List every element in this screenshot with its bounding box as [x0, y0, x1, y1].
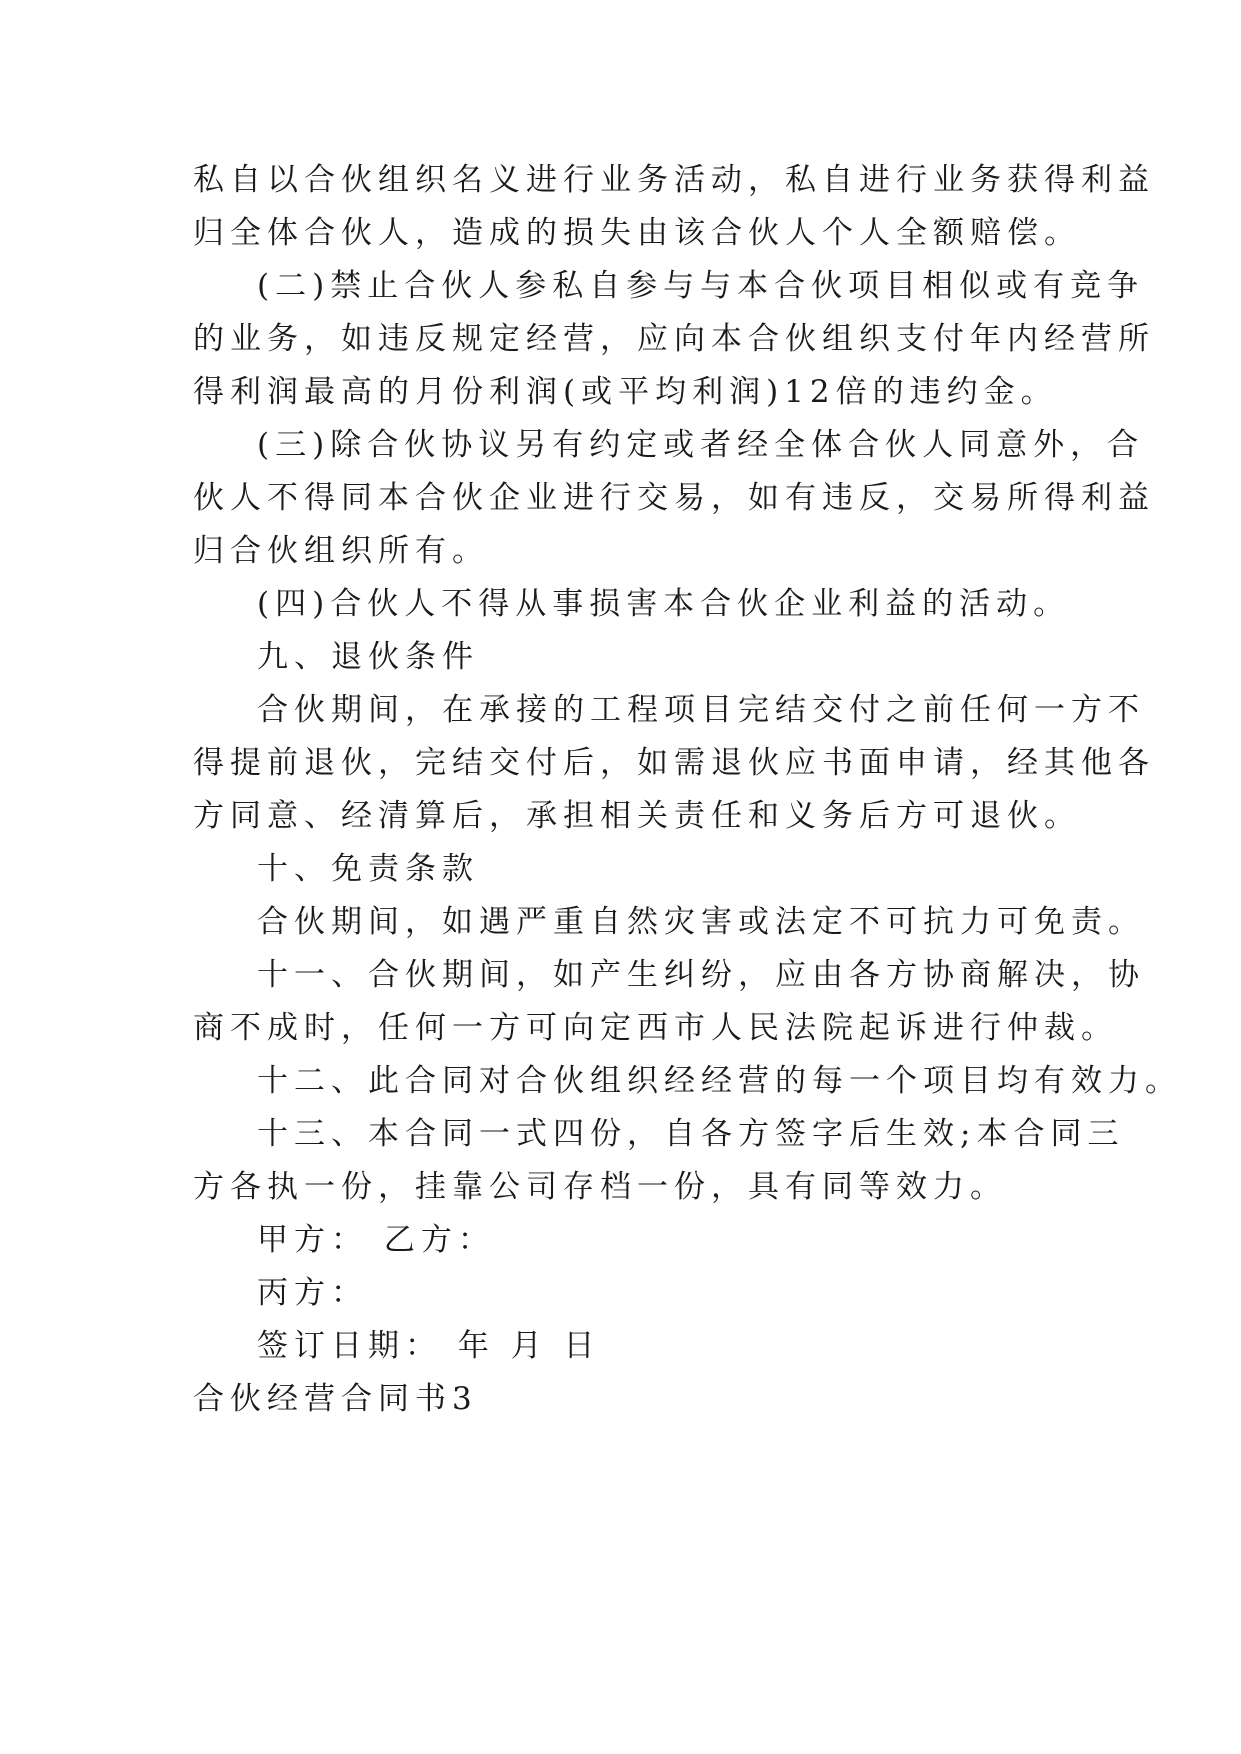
text-line: 得提前退伙，完结交付后，如需退伙应书面申请，经其他各 — [193, 745, 1155, 781]
text-line: 伙人不得同本合伙企业进行交易，如有违反，交易所得利益 — [193, 480, 1155, 516]
text-line: 商不成时，任何一方可向定西市人民法院起诉进行仲裁。 — [193, 1010, 1118, 1046]
signature-party-line: 甲方： 乙方： — [257, 1222, 495, 1258]
text-line: 十二、此合同对合伙组织经经营的每一个项目均有效力。 — [257, 1063, 1182, 1099]
signing-date-line: 签订日期： 年 月 日 — [257, 1328, 601, 1364]
section-heading: 十、免责条款 — [257, 851, 479, 887]
text-line: 十一、合伙期间，如产生纠纷，应由各方协商解决，协 — [257, 957, 1145, 993]
section-heading: 九、退伙条件 — [257, 639, 479, 675]
text-line: 合伙期间，在承接的工程项目完结交付之前任何一方不 — [257, 692, 1145, 728]
text-line: (二)禁止合伙人参私自参与与本合伙项目相似或有竞争 — [257, 268, 1145, 304]
signature-party-line: 丙方： — [257, 1275, 368, 1311]
text-line: 归合伙组织所有。 — [193, 533, 489, 569]
document-title: 合伙经营合同书3 — [193, 1381, 478, 1417]
text-line: 归全体合伙人，造成的损失由该合伙人个人全额赔偿。 — [193, 215, 1081, 251]
text-line: 的业务，如违反规定经营，应向本合伙组织支付年内经营所 — [193, 321, 1155, 357]
text-line: 十三、本合同一式四份，自各方签字后生效;本合同三 — [257, 1116, 1125, 1152]
text-line: (四)合伙人不得从事损害本合伙企业利益的活动。 — [257, 586, 1071, 622]
text-line: 方同意、经清算后，承担相关责任和义务后方可退伙。 — [193, 798, 1081, 834]
text-line: (三)除合伙协议另有约定或者经全体合伙人同意外，合 — [257, 427, 1145, 463]
text-line: 得利润最高的月份利润(或平均利润)12倍的违约金。 — [193, 374, 1058, 410]
text-line: 私自以合伙组织名义进行业务活动，私自进行业务获得利益 — [193, 162, 1155, 198]
text-line: 合伙期间，如遇严重自然灾害或法定不可抗力可免责。 — [257, 904, 1145, 940]
text-line: 方各执一份，挂靠公司存档一份，具有同等效力。 — [193, 1169, 1007, 1205]
